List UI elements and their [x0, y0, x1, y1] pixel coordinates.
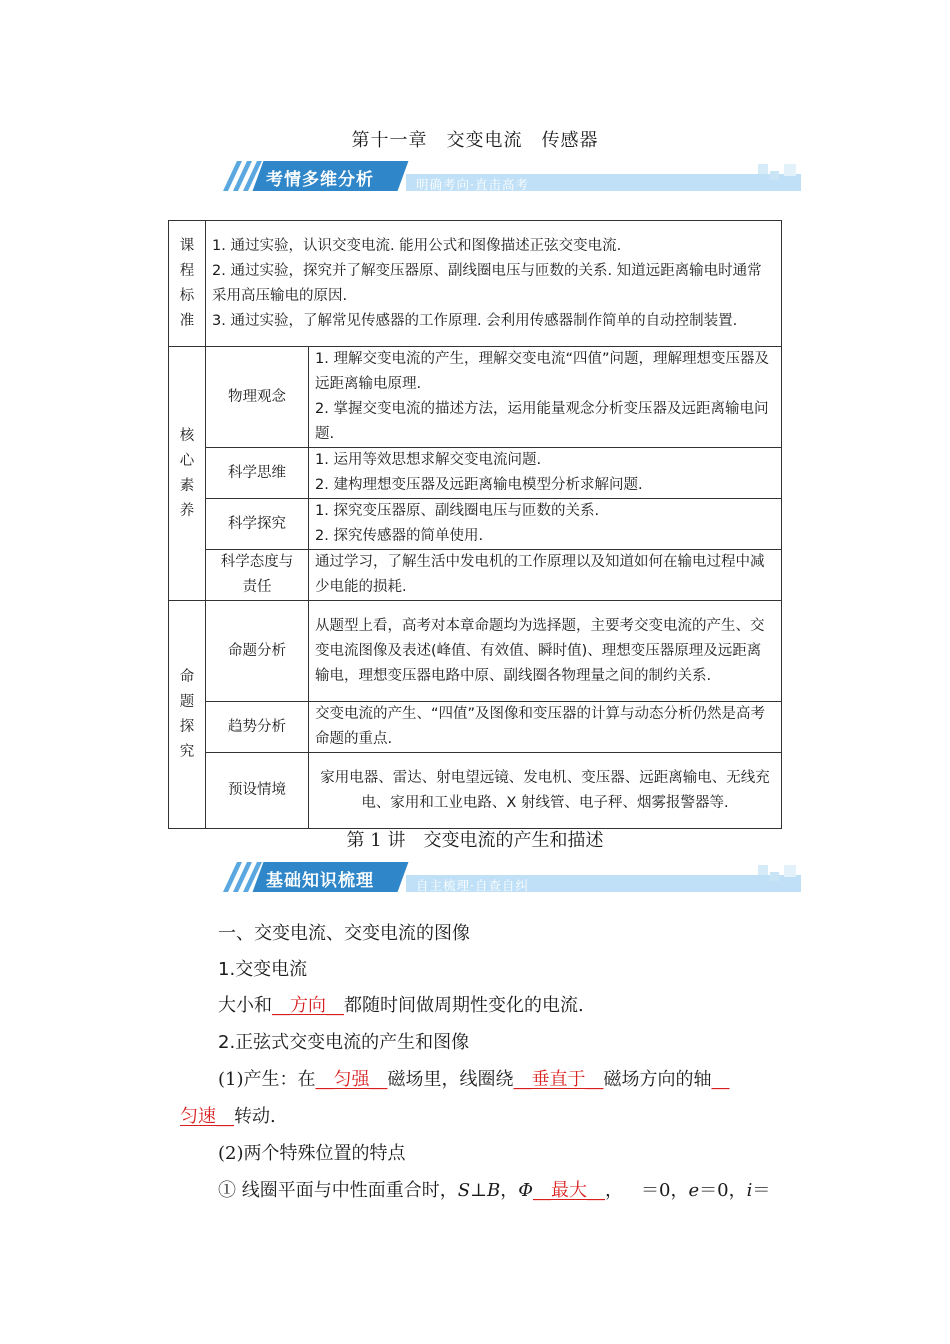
item-heading-ac: 1.交变电流 — [218, 959, 308, 980]
banner-title: 基础知识梳理 — [266, 871, 374, 891]
chapter-title: 第十一章 交变电流 传感器 — [351, 130, 599, 151]
category-cell-hexin: 核 心 素 养 — [169, 347, 206, 601]
table-row-wuli — [169, 347, 782, 448]
row-content: 从题型上看，高考对本章命题均为选择题，主要考交变电流的产生、交变电流图像及表述(峰值、有效值、瞬时值)、理想变压器原理及远距离输电，理想变压器电路中原、副线圈各物理量之间的制约关系. — [309, 601, 782, 702]
row-content: 通过学习，了解生活中发电机的工作原理以及知道如何在输电过程中减少电能的损耗. — [309, 550, 782, 601]
category-cell-mingti: 命 题 探 究 — [169, 601, 206, 829]
item-heading-sine-ac: 2.正弦式交变电流的产生和图像 — [218, 1032, 470, 1053]
paragraph-neutral-plane: ① 线圈平面与中性面重合时，S⊥B，Φ__最大__， ＝0，e＝0，i＝ — [218, 1178, 770, 1204]
sub-label: 命题分析 — [206, 601, 309, 702]
table-row-mingti — [169, 601, 782, 702]
banner-subtitle: 明确考向·直击高考 — [416, 177, 529, 192]
paragraph-ac-definition: 大小和__方向__都随时间做周期性变化的电流. — [218, 993, 584, 1019]
banner-subtitle: 自主梳理·自查自纠 — [416, 878, 529, 893]
table-row-qushi — [169, 702, 782, 753]
answer-blank: 匀速__ — [180, 1106, 234, 1127]
sub-heading-special-positions: (2)两个特殊位置的特点 — [218, 1143, 406, 1164]
row-content: 家用电器、雷达、射电望远镜、发电机、变压器、远距离输电、无线充电、家用和工业电路、X 射线管、电子秤、烟雾报警器等. — [309, 753, 782, 829]
answer-blank: __方向__ — [272, 995, 344, 1016]
lecture-title: 第 1 讲 交变电流的产生和描述 — [346, 830, 604, 851]
table-row-qingjing — [169, 753, 782, 829]
paragraph-generation-line1: (1)产生：在__匀强__磁场里，线圈绕__垂直于__磁场方向的轴__ — [218, 1067, 730, 1093]
answer-blank: __ — [711, 1069, 730, 1090]
section-banner-basic-knowledge — [218, 862, 810, 892]
row-content: 1. 运用等效思想求解交变电流问题. 2. 建构理想变压器及远距离输电模型分析求解问题. — [309, 448, 782, 499]
table-row-taidu — [169, 550, 782, 601]
row-content: 1. 探究变压器原、副线圈电压与匝数的关系. 2. 探究传感器的简单使用. — [309, 499, 782, 550]
exam-analysis-table — [168, 220, 782, 829]
sub-label: 趋势分析 — [206, 702, 309, 753]
sub-label: 科学思维 — [206, 448, 309, 499]
sub-label: 科学探究 — [206, 499, 309, 550]
sub-label: 物理观念 — [206, 347, 309, 448]
category-cell-kecheng: 课 程 标 准 — [169, 221, 206, 347]
answer-blank: __匀强__ — [315, 1069, 388, 1090]
paragraph-generation-line2: 匀速__转动. — [180, 1104, 276, 1130]
answer-blank: __最大__ — [533, 1180, 606, 1201]
answer-blank: __垂直于__ — [513, 1069, 604, 1090]
row-content: 1. 理解交变电流的产生，理解交变电流“四值”问题，理解理想变压器及远距离输电原理. 2. 掌握交变电流的描述方法，运用能量观念分析变压器及远距离输电问题. — [309, 347, 782, 448]
sub-label: 预设情境 — [206, 753, 309, 829]
table-row-siwei — [169, 448, 782, 499]
table-row-kecheng — [169, 221, 782, 347]
section-banner-exam-analysis — [218, 161, 810, 191]
sub-label: 科学态度与责任 — [206, 550, 309, 601]
banner-title: 考情多维分析 — [266, 170, 374, 190]
row-content: 交变电流的产生、“四值”及图像和变压器的计算与动态分析仍然是高考命题的重点. — [309, 702, 782, 753]
table-row-tanjiu — [169, 499, 782, 550]
kecheng-content: 1. 通过实验，认识交变电流. 能用公式和图像描述正弦交变电流. 2. 通过实验，探究并了解变压器原、副线圈电压与匝数的关系. 知道远距离输电时通常采用高压输电的原因. 3. 通过实验，了解常见传感器的工作原理. 会利用传感器制作简单的自动控制装置. — [206, 221, 782, 347]
section-heading: 一、交变电流、交变电流的图像 — [218, 923, 470, 944]
